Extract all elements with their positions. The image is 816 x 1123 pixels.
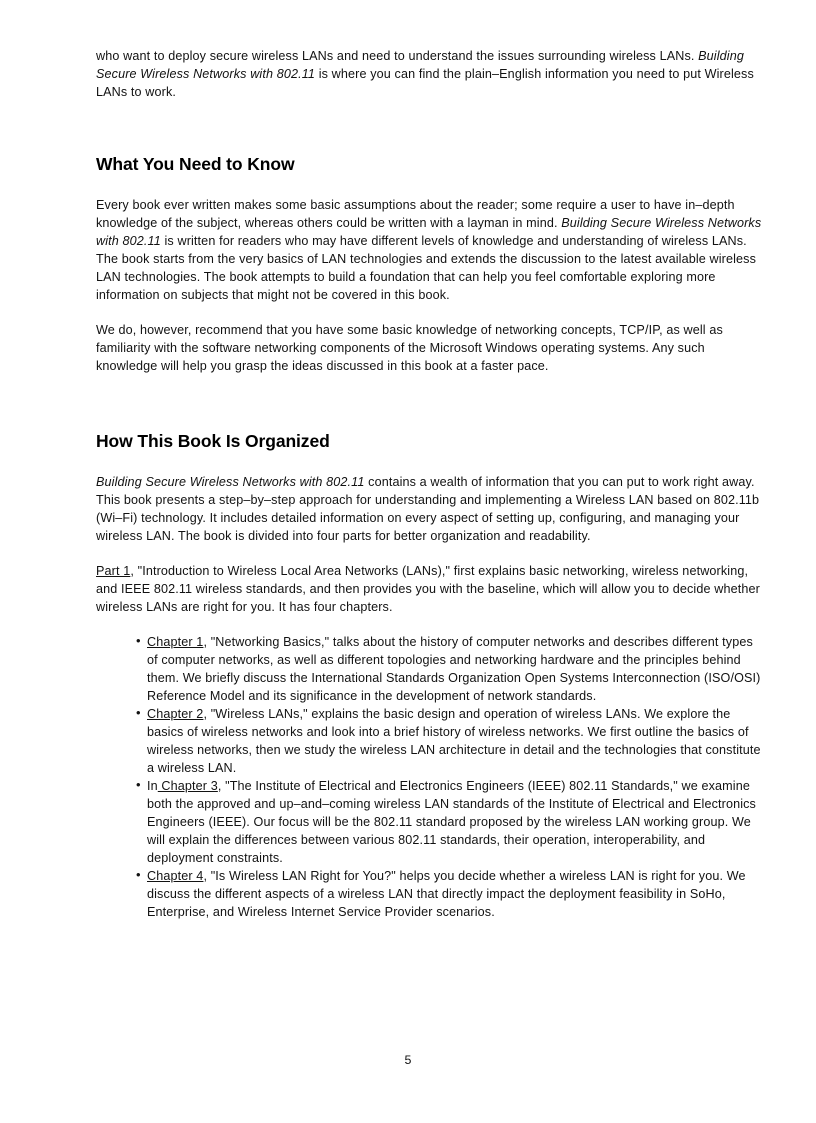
bullet-icon: • xyxy=(136,777,141,792)
bullet-icon: • xyxy=(136,705,141,720)
page-content xyxy=(96,47,768,921)
link-part-1[interactable]: Part 1 xyxy=(96,564,131,578)
list-item-text: , "Is Wireless LAN Right for You?" helps you decide whether a wireless LAN is right for you. We discuss the different aspects of a wireless LAN that directly impact the deployment feasibility in SoHo, Enterprise, and Wireless Internet Service Provider scenarios. xyxy=(147,869,746,919)
section-heading-how-this-book-is-organized: How This Book Is Organized xyxy=(96,431,330,451)
link-chapter-2[interactable]: Chapter 2 xyxy=(147,707,204,721)
spacer xyxy=(96,175,768,196)
intro-text-part2: is where you can find the plain–English information you need to put Wireless LANs to work. xyxy=(96,67,754,99)
chapter-list xyxy=(96,633,768,921)
paragraph-text-pre: We do, however, recommend that you have some basic knowledge of networking concepts, TCP/IP, as well as familiarity with the software networking components of the Microsoft Windows operating systems. Any such knowledge will help you grasp the ideas discussed in this book at a faster pace. xyxy=(96,323,723,373)
part-1-text: , "Introduction to Wireless Local Area Networks (LANs)," first explains basic networking, wireless networking, and IEEE 802.11 wireless standards, and then provides you with the baseline, which will allow you to decide whether wireless LANs are right for you. It has four chapters. xyxy=(96,564,760,614)
paragraph-text-post: contains a wealth of information that you can put to work right away. This book presents a step–by–step approach for understanding and implementing a Wireless LAN based on 802.11b (Wi–Fi) technology. It includes detailed information on every aspect of setting up, configuring, and managing your wireless LAN. The book is divided into four parts for better organization and readability. xyxy=(96,475,760,543)
link-chapter-3[interactable]: Chapter 3 xyxy=(157,779,218,793)
link-chapter-1[interactable]: Chapter 1 xyxy=(147,635,204,649)
list-item xyxy=(96,777,768,867)
intro-text-part1: who want to deploy secure wireless LANs and need to understand the issues surrounding wireless LANs. xyxy=(96,49,699,63)
paragraph-intro-continuation xyxy=(96,47,768,101)
book-title-italic: Building Secure Wireless Networks with 802.11 xyxy=(96,216,762,248)
spacer xyxy=(96,452,768,473)
paragraph-we-do-however xyxy=(96,321,768,375)
spacer xyxy=(96,118,768,153)
section-heading-what-you-need-to-know: What You Need to Know xyxy=(96,154,295,174)
page-number: 5 xyxy=(404,1053,412,1067)
spacer xyxy=(96,392,768,430)
list-item xyxy=(96,633,768,705)
list-item-text: , "Wireless LANs," explains the basic design and operation of wireless LANs. We explore the basics of wireless networks and look into a brief history of wireless networks. We first outline the basics of wireless networks, then we study the wireless LAN architecture in detail and the technologies that constitute a wireless LAN. xyxy=(147,707,761,775)
paragraph-text-post: is written for readers who may have different levels of knowledge and understanding of wireless LANs. The book starts from the very basics of LAN technologies and extends the discussion to the latest available wireless LAN technologies. The book attempts to build a foundation that can help you feel comfortable exploring more information on subjects that might not be covered in this book. xyxy=(96,234,757,302)
list-item-prefix: In xyxy=(147,779,158,793)
list-item xyxy=(96,867,768,921)
paragraph-every-book xyxy=(96,196,768,304)
book-title-italic: Building Secure Wireless Networks with 802.11 xyxy=(96,475,365,489)
list-item-text: , "The Institute of Electrical and Electronics Engineers (IEEE) 802.11 Standards," we examine both the approved and up–and–coming wireless LAN standards of the Institute of Electrical and Electronics Engineers (IEEE). Our focus will be the 802.11 standard proposed by the wireless LAN working group. We will explain the differences between various 802.11 standards, their operation, interoperability, and deployment constraints. xyxy=(147,779,756,865)
book-title-italic: Building Secure Wireless Networks with 802.11 xyxy=(96,49,744,81)
bullet-icon: • xyxy=(136,633,141,648)
paragraph-text-pre: Every book ever written makes some basic assumptions about the reader; some require a user to have in–depth knowledge of the subject, whereas others could be written with a layman in mind. xyxy=(96,198,735,230)
link-chapter-4[interactable]: Chapter 4 xyxy=(147,869,204,883)
paragraph-book-contains xyxy=(96,473,768,545)
list-item-text: , "Networking Basics," talks about the history of computer networks and describes different types of computer networks, as well as different topologies and networking hardware and the principles behind them. We briefly discuss the International Standards Organization Open Systems Interconnection (ISO/OSI) Reference Model and its significance in the development of network standards. xyxy=(147,635,761,703)
bullet-icon: • xyxy=(136,867,141,882)
paragraph-part-1 xyxy=(96,562,768,616)
list-item xyxy=(96,705,768,777)
